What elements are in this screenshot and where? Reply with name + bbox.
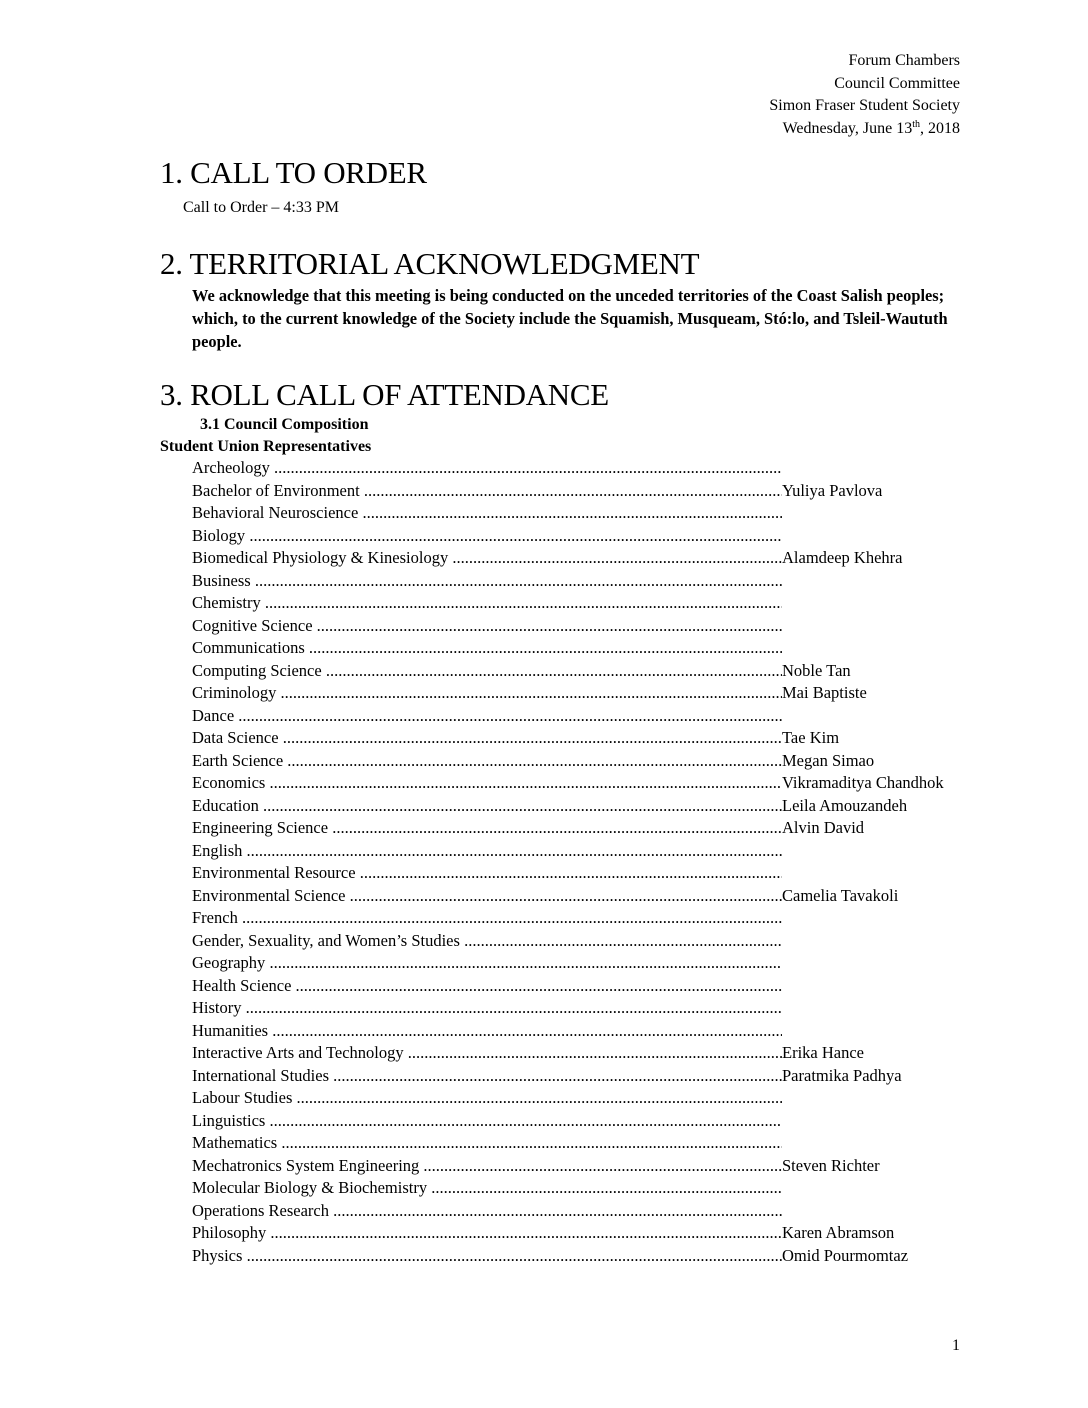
roster-representative-name: Noble Tan xyxy=(782,660,851,680)
roster-row xyxy=(192,457,992,480)
council-composition-heading: 3.1 Council Composition xyxy=(200,416,369,433)
roster-row xyxy=(192,480,992,503)
roster-representative-name: Leila Amouzandeh xyxy=(782,795,908,815)
roster-representative-name: Steven Richter xyxy=(782,1155,880,1175)
section-title-roll-call: 3. ROLL CALL OF ATTENDANCE xyxy=(160,377,609,412)
roster-row xyxy=(192,1065,992,1088)
roster-row xyxy=(192,1155,992,1178)
roster-representative-name: Karen Abramson xyxy=(782,1223,895,1242)
header-committee: Council Committee xyxy=(834,74,960,92)
roster-unit-name: Computing Science ..... xyxy=(192,660,782,683)
roster-unit-name: Humanities ..... xyxy=(192,1020,782,1043)
roster-row xyxy=(192,525,992,548)
roster-unit-name: Gender, Sexuality, and Women’s Studies ..... xyxy=(192,930,782,953)
roster-representative-name: Paratmika Padhya xyxy=(782,1065,902,1085)
roster-row xyxy=(192,930,992,953)
roster-representative-name: Mai Baptiste xyxy=(782,683,867,702)
roster-row xyxy=(192,952,992,975)
territorial-acknowledgment-text: We acknowledge that this meeting is being conducted on the unceded territories of the Coast Salish peoples; which, to the current knowledge of the Society include the Squamish, Musqueam, Stó:lo, and Tsleil-Waututh people. xyxy=(192,286,948,351)
roster-unit-name: Health Science ..... xyxy=(192,975,782,998)
roster-representative-name: Vikramaditya Chandhok xyxy=(782,773,944,792)
header-organization: Simon Fraser Student Society xyxy=(769,97,960,114)
roster-row xyxy=(192,795,992,818)
roster-row xyxy=(192,840,992,863)
roster-unit-name: Bachelor of Environment ..... xyxy=(192,480,782,503)
roster-representative-name: Yuliya Pavlova xyxy=(782,480,883,500)
roster-representative-name: Alamdeep Khehra xyxy=(782,548,903,567)
roster-unit-name: Criminology ..... xyxy=(192,682,782,705)
document-header xyxy=(769,50,960,140)
header-location: Forum Chambers xyxy=(848,52,960,69)
page-number: 1 xyxy=(952,1337,960,1354)
section-title-territorial-acknowledgment: 2. TERRITORIAL ACKNOWLEDGMENT xyxy=(160,246,700,281)
roster-row xyxy=(192,1042,992,1065)
roster-unit-name: Business ..... xyxy=(192,570,782,593)
roster-row xyxy=(192,750,992,773)
roster-row xyxy=(192,1110,992,1133)
roster-row xyxy=(192,1087,992,1110)
roster-row xyxy=(192,1245,992,1268)
roster-unit-name: Engineering Science ..... xyxy=(192,817,782,840)
roster-row xyxy=(192,1177,992,1200)
roster-unit-name: Chemistry ..... xyxy=(192,592,782,615)
roster-unit-name: Earth Science ..... xyxy=(192,750,782,773)
roster-unit-name: Geography ..... xyxy=(192,952,782,975)
roster-unit-name: Physics ..... xyxy=(192,1245,782,1268)
roster-unit-name: Dance ..... xyxy=(192,705,782,728)
roster-representative-name: Omid Pourmomtaz xyxy=(782,1245,909,1265)
roster-unit-name: Education ..... xyxy=(192,795,782,818)
roster-row xyxy=(192,682,992,705)
roster-row xyxy=(192,817,992,840)
roster-row xyxy=(192,997,992,1020)
roster-row xyxy=(192,615,992,638)
student-union-representatives-heading: Student Union Representatives xyxy=(160,438,372,455)
roster-unit-name: Mathematics ..... xyxy=(192,1132,782,1155)
roster-unit-name: Biomedical Physiology & Kinesiology ..... xyxy=(192,547,782,570)
roster-unit-name: Cognitive Science ..... xyxy=(192,615,782,638)
roster-row xyxy=(192,1132,992,1155)
roster-row xyxy=(192,570,992,593)
roster-unit-name: Labour Studies ..... xyxy=(192,1087,782,1110)
roster-representative-name: Erika Hance xyxy=(782,1043,864,1062)
roster-row xyxy=(192,975,992,998)
roster-unit-name: Environmental Science ..... xyxy=(192,885,782,908)
roster-unit-name: Environmental Resource ..... xyxy=(192,862,782,885)
roster-row xyxy=(192,547,992,570)
roster-unit-name: Archeology ..... xyxy=(192,457,782,480)
roster-unit-name: Communications ..... xyxy=(192,637,782,660)
roster-row xyxy=(192,862,992,885)
roster-unit-name: English ..... xyxy=(192,840,782,863)
roster-row xyxy=(192,885,992,908)
roster-unit-name: Philosophy ..... xyxy=(192,1222,782,1245)
representatives-roster xyxy=(192,457,992,1267)
header-date: Wednesday, June 13th, 2018 xyxy=(782,118,960,137)
call-to-order-time: Call to Order – 4:33 PM xyxy=(183,199,339,216)
roster-unit-name: Behavioral Neuroscience ..... xyxy=(192,502,782,525)
roster-representative-name: Camelia Tavakoli xyxy=(782,885,899,905)
roster-row xyxy=(192,727,992,750)
roster-representative-name: Tae Kim xyxy=(782,728,840,747)
roster-row xyxy=(192,1222,992,1245)
roster-unit-name: Linguistics ..... xyxy=(192,1110,782,1133)
roster-row xyxy=(192,772,992,795)
roster-row xyxy=(192,907,992,930)
roster-row xyxy=(192,502,992,525)
roster-unit-name: Data Science ..... xyxy=(192,727,782,750)
roster-unit-name: Operations Research ..... xyxy=(192,1200,782,1223)
roster-representative-name: Megan Simao xyxy=(782,750,875,770)
roster-row xyxy=(192,592,992,615)
section-title-call-to-order: 1. CALL TO ORDER xyxy=(160,155,427,190)
roster-row xyxy=(192,660,992,683)
roster-unit-name: International Studies ..... xyxy=(192,1065,782,1088)
roster-row xyxy=(192,1020,992,1043)
roster-unit-name: Economics ..... xyxy=(192,772,782,795)
roster-unit-name: Mechatronics System Engineering ..... xyxy=(192,1155,782,1178)
roster-representative-name: Alvin David xyxy=(782,818,865,837)
roster-row xyxy=(192,705,992,728)
roster-unit-name: Molecular Biology & Biochemistry ..... xyxy=(192,1177,782,1200)
roster-row xyxy=(192,1200,992,1223)
roster-unit-name: Biology ..... xyxy=(192,525,782,548)
roster-unit-name: History ..... xyxy=(192,997,782,1020)
roster-unit-name: Interactive Arts and Technology ..... xyxy=(192,1042,782,1065)
roster-unit-name: French ..... xyxy=(192,907,782,930)
roster-row xyxy=(192,637,992,660)
